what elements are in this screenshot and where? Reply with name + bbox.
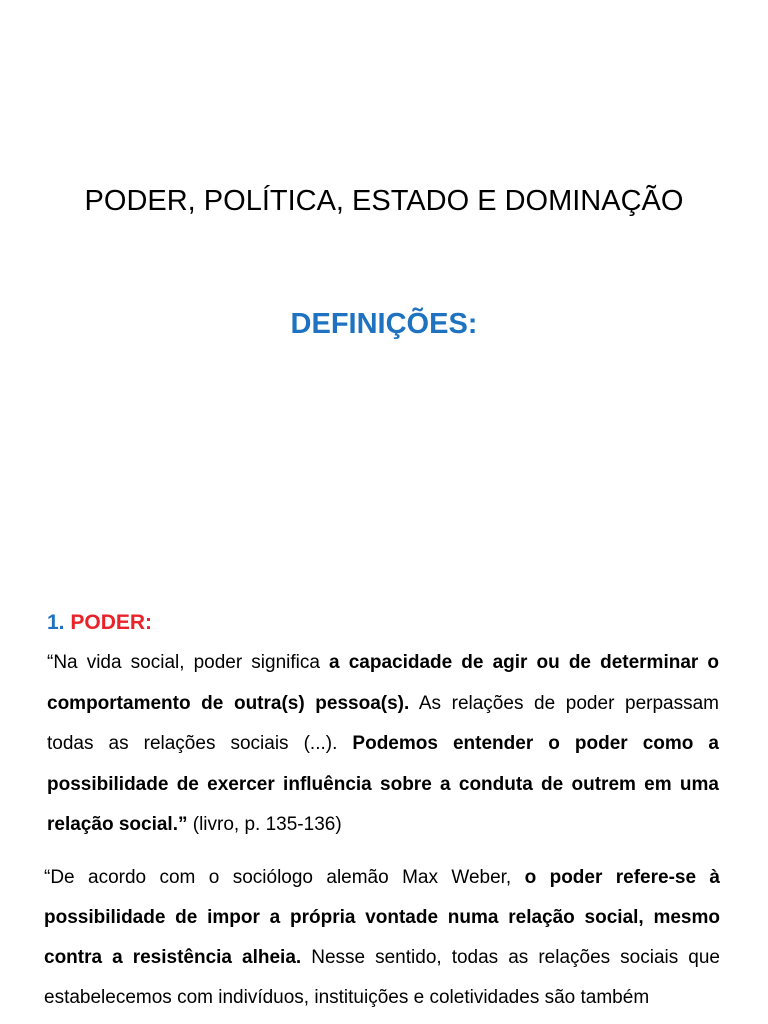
paragraph-bold-text: Podemos entender o poder como a possibilidade de exercer influência sobre a conduta de outrem em uma relação social.”	[47, 733, 720, 835]
section-number: 1.	[47, 611, 65, 634]
paragraph-definition-livro	[47, 643, 719, 846]
section-label: PODER:	[70, 611, 153, 634]
definitions-heading: DEFINIÇÕES:	[290, 308, 478, 340]
paragraph-citation: (livro, p. 135-136)	[187, 814, 342, 835]
paragraph-bold-text: o poder refere-se à possibilidade de impor a própria vontade numa relação social, mesmo contra a resistência alheia.	[44, 867, 720, 968]
paragraph-bold-text: a capacidade de agir ou de determinar o comportamento de outra(s) pessoa(s).	[47, 652, 719, 714]
paragraph-text: Nesse sentido, todas as relações sociais que estabelecemos com indivíduos, instituições e coletividades são também	[44, 947, 720, 1008]
paragraph-definition-weber	[44, 858, 720, 1018]
section-heading-poder	[47, 609, 152, 637]
paragraph-text: “Na vida social, poder significa	[47, 652, 330, 673]
paragraph-text: “De acordo com o sociólogo alemão Max Weber,	[44, 867, 525, 888]
paragraph-text: As relações de poder perpassam todas as relações sociais (...).	[47, 692, 719, 754]
page-title: PODER, POLÍTICA, ESTADO E DOMINAÇÃO	[84, 185, 684, 217]
